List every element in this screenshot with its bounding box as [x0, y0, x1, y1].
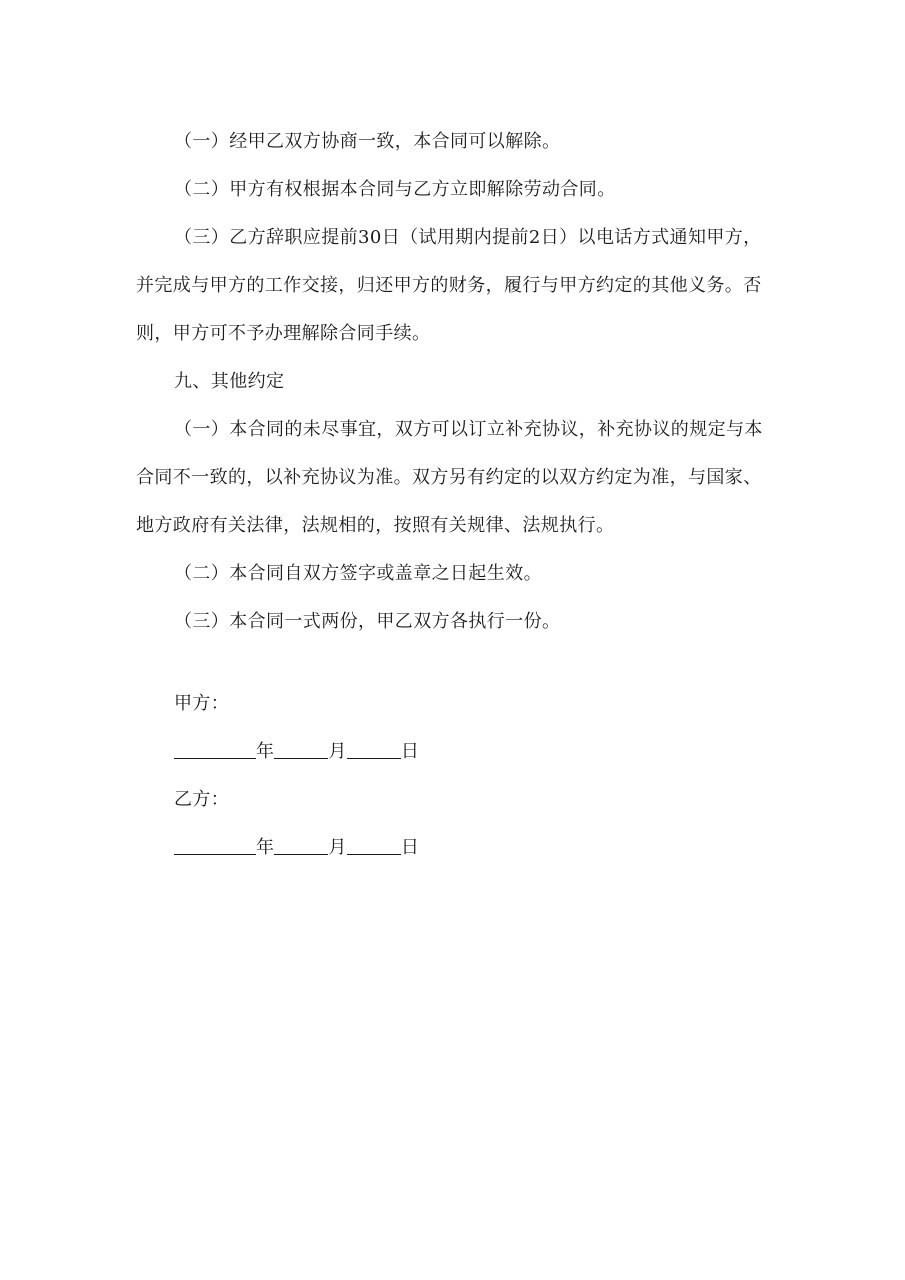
termination-clause-2: （二）甲方有权根据本合同与乙方立即解除劳动合同。 [174, 179, 616, 200]
party-a-year-blank [174, 740, 256, 759]
contract-body [136, 118, 776, 646]
year-char: 年 [256, 837, 275, 858]
signature-block [174, 680, 574, 872]
month-char: 月 [328, 741, 347, 762]
other-agreement-clause-1: （一）本合同的未尽事宜，双方可以订立补充协议，补充协议的规定与本合同不一致的，以补充协议为准。双方另有约定的以双方约定为准，与国家、地方政府有关法律，法规相的，按照有关规律、法规执行。 [136, 419, 763, 536]
party-a-day-blank [347, 740, 401, 759]
day-char: 日 [400, 741, 420, 762]
section-heading-other-agreements: 九、其他约定 [174, 371, 285, 392]
party-b-date-line [174, 824, 574, 872]
year-char: 年 [256, 741, 275, 762]
termination-clause-3: （三）乙方辞职应提前30日（试用期内提前2日）以电话方式通知甲方，并完成与甲方的工作交接，归还甲方的财务，履行与甲方约定的其他义务。否则，甲方可不予办理解除合同手续。 [136, 227, 762, 344]
month-char: 月 [328, 837, 347, 858]
party-b-year-blank [174, 836, 256, 855]
party-a-date-line [174, 728, 574, 776]
party-b-month-blank [274, 836, 328, 855]
party-a-label: 甲方： [174, 693, 230, 714]
party-a-month-blank [274, 740, 328, 759]
party-b-day-blank [347, 836, 401, 855]
other-agreement-clause-2: （二）本合同自双方签字或盖章之日起生效。 [174, 563, 542, 584]
termination-clause-1: （一）经甲乙双方协商一致，本合同可以解除。 [174, 131, 561, 152]
day-char: 日 [400, 837, 420, 858]
party-b-label: 乙方： [174, 789, 230, 810]
other-agreement-clause-3: （三）本合同一式两份，甲乙双方各执行一份。 [174, 611, 561, 632]
